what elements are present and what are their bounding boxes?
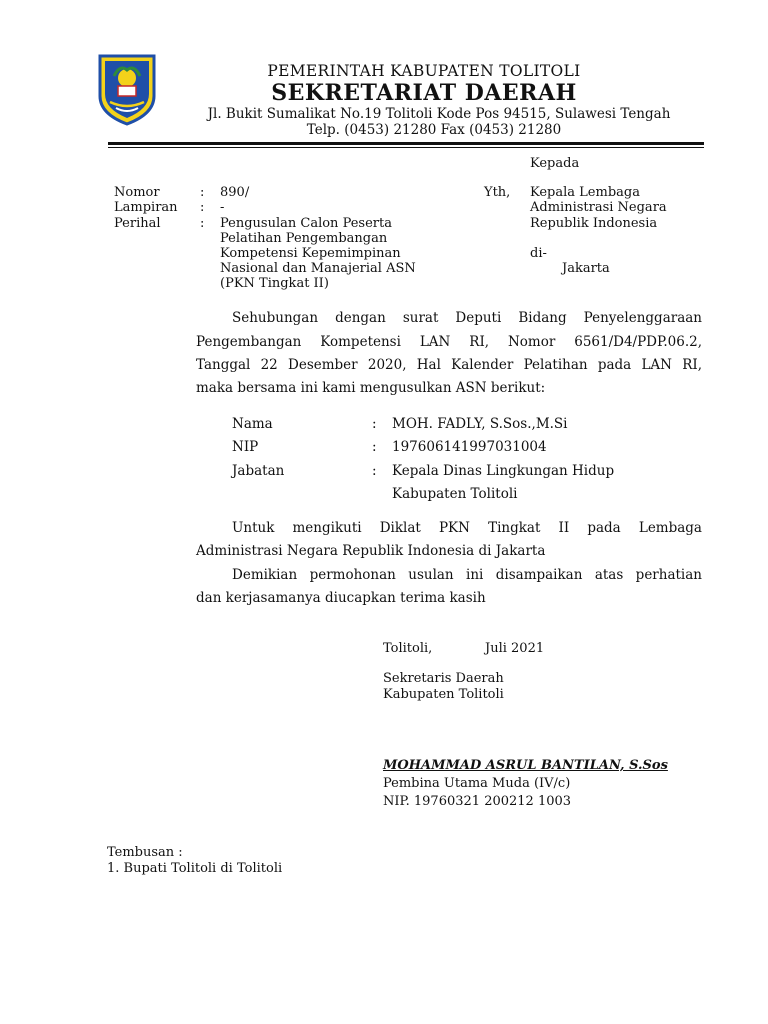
recipient-line: Kepala Lembaga bbox=[530, 185, 640, 200]
perihal-line: Kompetensi Kepemimpinan bbox=[220, 246, 401, 261]
lampiran-colon: : bbox=[200, 200, 205, 215]
signature-name: MOHAMMAD ASRUL BANTILAN, S.Sos bbox=[383, 758, 668, 773]
letterhead-address: Jl. Bukit Sumalikat No.19 Tolitoli Kode Pos 94515, Sulawesi Tengah bbox=[207, 106, 671, 122]
employee-nip-value: 197606141997031004 bbox=[392, 439, 547, 455]
body-para3-line1: Demikian permohonan usulan ini disampaikan atas perhatian bbox=[232, 567, 702, 583]
perihal-line: (PKN Tingkat II) bbox=[220, 276, 329, 291]
nomor-value: 890/ bbox=[220, 185, 250, 200]
recipient-kepada: Kepada bbox=[530, 156, 580, 171]
perihal-line: Pengusulan Calon Peserta bbox=[220, 216, 392, 231]
letterhead-office: SEKRETARIAT DAERAH bbox=[271, 80, 577, 106]
recipient-line: Administrasi Negara bbox=[530, 200, 667, 215]
letterhead-rule-thick bbox=[108, 142, 704, 145]
recipient-line: Republik Indonesia bbox=[530, 216, 658, 231]
perihal-label: Perihal bbox=[114, 216, 161, 231]
employee-jabatan-value: Kepala Dinas Lingkungan Hidup bbox=[392, 463, 615, 479]
signature-rank: Pembina Utama Muda (IV/c) bbox=[383, 776, 571, 791]
perihal-line: Nasional dan Manajerial ASN bbox=[220, 261, 416, 276]
signature-date: Juli 2021 bbox=[485, 641, 545, 656]
employee-jabatan-label: Jabatan bbox=[232, 463, 285, 479]
letterhead-government: PEMERINTAH KABUPATEN TOLITOLI bbox=[267, 62, 581, 80]
body-para1-line4: maka bersama ini kami mengusulkan ASN berikut: bbox=[196, 380, 546, 396]
recipient-city: Jakarta bbox=[562, 261, 610, 276]
letterhead-contact: Telp. (0453) 21280 Fax (0453) 21280 bbox=[306, 122, 562, 138]
employee-colon: : bbox=[372, 416, 377, 432]
perihal-colon: : bbox=[200, 216, 205, 231]
employee-colon: : bbox=[372, 463, 377, 479]
letterhead-rule-thin bbox=[108, 147, 704, 148]
tembusan-label: Tembusan : bbox=[107, 845, 183, 860]
body-para2-line2: Administrasi Negara Republik Indonesia di Jakarta bbox=[196, 543, 546, 559]
nomor-label: Nomor bbox=[114, 185, 160, 200]
employee-nama-label: Nama bbox=[232, 416, 273, 432]
nomor-colon: : bbox=[200, 185, 205, 200]
signature-title2: Kabupaten Tolitoli bbox=[383, 687, 504, 702]
signature-place: Tolitoli, bbox=[383, 641, 433, 656]
tembusan-item: 1. Bupati Tolitoli di Tolitoli bbox=[107, 861, 283, 876]
recipient-di: di- bbox=[530, 246, 547, 261]
body-para2-line1: Untuk mengikuti Diklat PKN Tingkat II pada Lembaga bbox=[232, 520, 702, 536]
body-para1-line3: Tanggal 22 Desember 2020, Hal Kalender Pelatihan pada LAN RI, bbox=[196, 357, 702, 373]
perihal-line: Pelatihan Pengembangan bbox=[220, 231, 388, 246]
employee-nama-value: MOH. FADLY, S.Sos.,M.Si bbox=[392, 416, 568, 432]
body-para1-line1: Sehubungan dengan surat Deputi Bidang Penyelenggaraan bbox=[232, 310, 702, 326]
lampiran-label: Lampiran bbox=[114, 200, 178, 215]
employee-nip-label: NIP bbox=[232, 439, 259, 455]
employee-jabatan-value2: Kabupaten Tolitoli bbox=[392, 486, 518, 502]
recipient-yth: Yth, bbox=[484, 185, 511, 200]
employee-colon: : bbox=[372, 439, 377, 455]
body-para3-line2: dan kerjasamanya diucapkan terima kasih bbox=[196, 590, 486, 606]
signature-nip: NIP. 19760321 200212 1003 bbox=[383, 794, 572, 809]
lampiran-value: - bbox=[220, 200, 225, 215]
body-para1-line2: Pengembangan Kompetensi LAN RI, Nomor 6561/D4/PDP.06.2, bbox=[196, 334, 702, 350]
signature-title1: Sekretaris Daerah bbox=[383, 671, 504, 686]
